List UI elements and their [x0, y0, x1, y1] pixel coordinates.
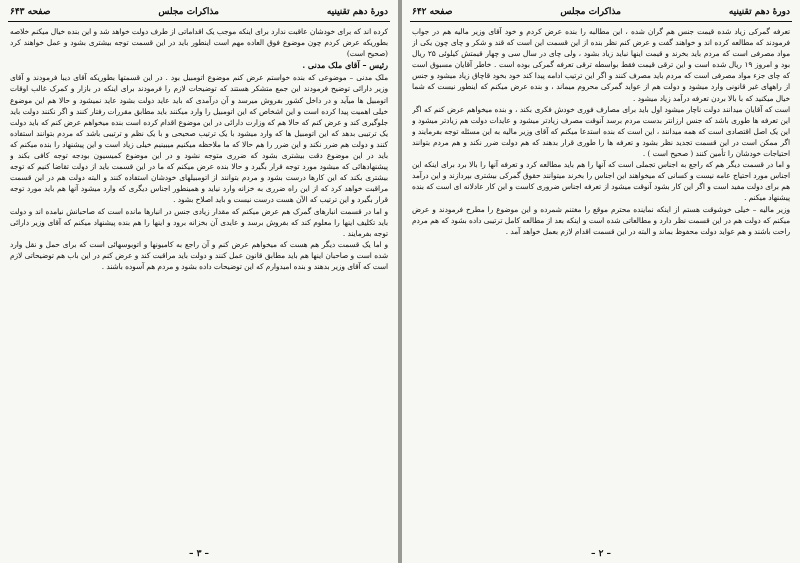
- journal-title: مذاکرات مجلس: [560, 7, 621, 17]
- page-label: صفحه ۶۴۲: [412, 7, 453, 17]
- paragraph: است که آقایان میدانند دولت ناچار میشود اول باید برای مصارف فوری خودش فکری بکند ، و بنده میخواهم عرض کنم که اگر این تعرفه ها طوری باشد که جنس ارزانتر بدست مردم برسد آنوقت مصرف زیادتر میشود و عایدات دولت هم زیادتر میشود و این یک اصل اقتصادی است که همه میدانند ، این است که بنده استدعا میکنم که آقای وزیر مالیه به این مسئله توجه بفرمایند و اگر ممکن است در این قسمت تجدید نظر بشود و تعرفه ها را طوری قرار بدهند که هم دولت ضرر نکند و هم مردم بتوانند احتیاجات خودشان را تأمین کنند ( صحیح است ) .: [412, 104, 790, 159]
- page-header: [412, 4, 790, 20]
- paragraph: تعرفه گمرکی زیاد شده قیمت جنس هم گران شده ، این مطالبه را بنده عرض کردم و خود آقای وزیر مالیه هم در جواب فرمودند که مطالعه کرده اند و خواهند گفت و عرض کنم نظر بنده از این قسمت این است که قند و شکر و چای چون یکی از مواد مصرفی است که مردم باید بخرند و قیمت اینها نباید زیاد بشود ، ولی چای در سال سی و چهار قیمتش کیلوئی ۲۵ ریال بود و امروز ۱۹ ریال شده است و این ترقی قیمت فقط بواسطه ترقی تعرفه گمرکی بوده است . خاطر آقایان مسبوق است که چای جزء مواد مصرفی است که مردم باید مصرف کنند و اگر این ترتیب ادامه پیدا کند خود بخود قاچاق زیاد میشود و جنس از راههای غیر قانونی وارد میشود و دولت هم از عواید گمرکی محروم میماند ، و بنده عرض میکنم که اینطور نیست که شما خیال میکنید که با بالا بردن تعرفه درآمد زیاد میشود .: [412, 27, 790, 103]
- paragraph: کرده اند که برای خودشان عاقبت ندارد برای اینکه موجب یک اقداماتی از طرف دولت خواهد شد و این بنده خیال میکنم خلاصه بطوریکه عرض کردم چون موضوع فوق العاده مهم است اینطور باید در این قسمت توجه بیشتری بشود و عمل خواهند کرد (صحیح است): [10, 27, 388, 59]
- paragraph: و اما یک قسمت دیگر هم هست که میخواهم عرض کنم و آن راجع به کامیونها و اتوبوسهائی است که برای حمل و نقل وارد شده است و صاحبان اینها هم باید مطابق قانون عمل کنند و دولت باید مراقبت کند و عرض کنم در این باب هم توضیحاتی لازم است که آقای وزیر بدهند و بنده امیدوارم که این توضیحات داده بشود و مردم هم آسوده باشند .: [10, 239, 388, 271]
- journal-title: مذاکرات مجلس: [158, 7, 219, 17]
- session-label: دورهٔ دهم تقنینیه: [728, 7, 790, 17]
- speaker-heading: رئیس – آقای ملک مدنی .: [302, 60, 388, 71]
- paragraph: و اما در قسمت انبارهای گمرک هم عرض میکنم که مقدار زیادی جنس در انبارها مانده است که صاحبانش نیامده اند و دولت باید تکلیف اینها را معلوم کند که بفروش برسد و عایدی آن بخزانه برود و اینها را هم بنده پیشنهاد میکنم که آقای وزیر دارائی توجه بفرمایند .: [10, 206, 388, 238]
- header-rule: [8, 21, 390, 22]
- left-page: [0, 0, 398, 563]
- page-number: – ۳ –: [188, 549, 210, 559]
- right-page: [402, 0, 800, 563]
- page-body: [412, 26, 790, 539]
- session-label: دورهٔ دهم تقنینیه: [326, 7, 388, 17]
- page-body: [10, 26, 388, 539]
- paragraph: و اما در قسمت دیگر هم که راجع به اجناس تجملی است که آنها را هم باید مطالعه کرد و تعرفه آنها را بالا برد برای اینکه این اجناس مورد احتیاج عامه نیست و کسانی که میخواهند این اجناس را بخرند میتوانند حقوق گمرکی بیشتری بپردازند و این درآمد هم برای دولت مفید است و اگر این کار بشود آنوقت میشود از تعرفه اجناس ضروری کاست و این کار عادلانه ای است که بنده پیشنهاد میکنم .: [412, 160, 790, 203]
- page-number: – ۲ –: [590, 549, 612, 559]
- page-label: صفحه ۶۴۳: [10, 7, 51, 17]
- header-rule: [410, 21, 792, 22]
- paragraph: وزیر مالیه – خیلی خوشوقت هستم از اینکه نماینده محترم موقع را مغتنم شمرده و این موضوع را مطرح فرمودند و عرض میکنم که دولت هم در این قسمت نظر دارد و مطالعاتی شده است و اینکه بعد از مطالعه کامل ترتیبی داده بشود که هم مردم راحت باشند و هم عواید دولت محفوظ بماند و البته در این قسمت اقدام لازم بعمل خواهد آمد .: [412, 204, 790, 236]
- page-header: [10, 4, 388, 20]
- paragraph: ملک مدنی – موضوعی که بنده خواستم عرض کنم موضوع اتومبیل بود . در این قسمتها بطوریکه آقای دیبا فرمودند و آقای وزیر دارائی توضیح فرمودند این جمع متشکر هستند که توضیحات لازم را فرمودند برای اینکه در بازار و کمرک غالب اوقات اتومبیل ها میآید و در داخل کشور بفروش میرسد و آن درآمدی که باید عاید دولت بشود عاید نمیشود و حالا هم این موضوع خیلی اهمیت پیدا کرده است و این اشخاص که این اتومبیل را وارد میکنند باید مطابق مقررات رفتار کنند و اگر نکنند دولت باید جلوگیری کند و عرض کنم که حالا هم که وزارت دارائی در این موضوع اقدام کرده است بنده میخواهم عرض کنم که باید دولت یک ترتیبی بدهد که این اتومبیل ها که وارد میشود با یک ترتیب صحیحی و با یک نظم و ترتیبی باشد که مردم بتوانند استفاده کنند و دولت هم ضرر نکند و این ضرر را هم حالا که ما ملاحظه میکنیم میبینیم خیلی زیاد است و این پیشنهاد را بنده میکنم که باید در این موضوع دقت بیشتری بشود که ضرری متوجه نشود و در این موضوع کمیسیون بودجه توجه کافی بکند و پیشنهادهائی که میشود مورد توجه قرار بگیرد و حالا بنده عرض میکنم که ما در این قسمت باید از دولت تقاضا کنیم که توجه بیشتری بکند که این کارها درست بشود و مردم بتوانند از اتومبیلهای خودشان استفاده کنند و البته دولت هم در این قسمت مراقبت خواهد کرد که از این راه ضرری به خزانه وارد نیاید و همینطور اجناس دیگری که وارد میشود آنها هم باید مورد توجه قرار بگیرد و این ترتیب که الآن هست درست نیست و باید اصلاح بشود .: [10, 73, 388, 205]
